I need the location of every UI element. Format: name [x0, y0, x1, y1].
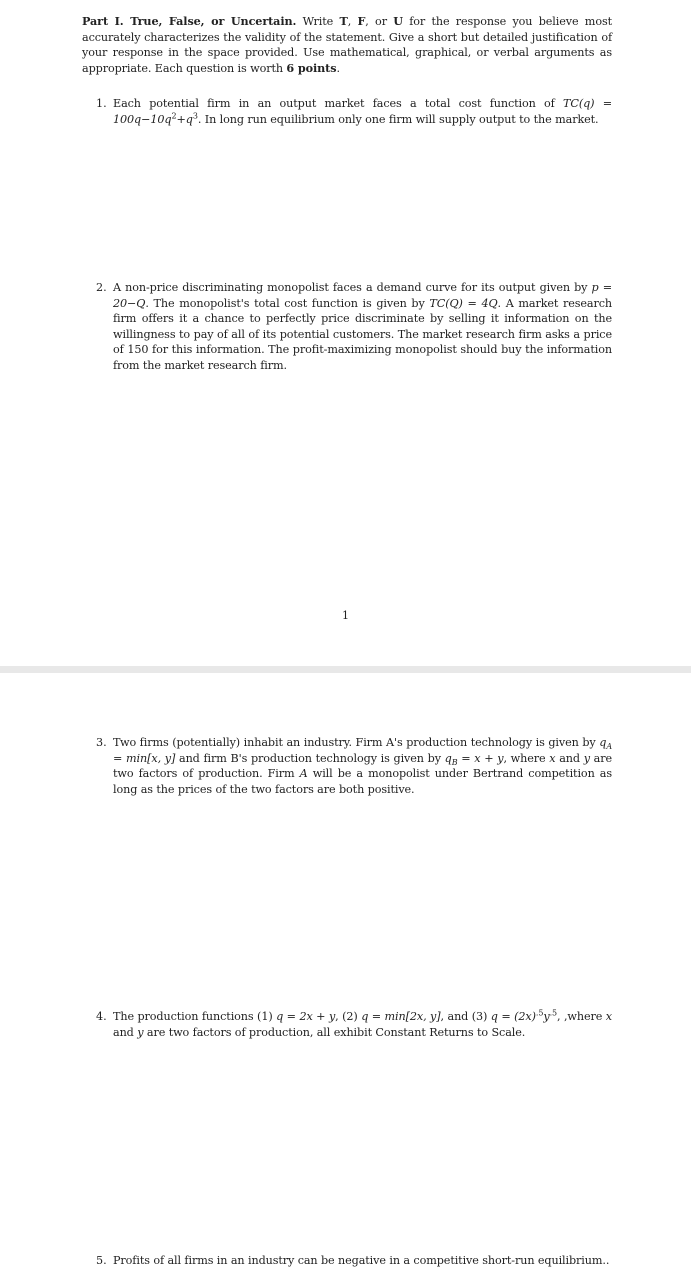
question-text: The production functions (1) q = 2x + y, (2) q = min[2x, y], and (3) $q = (2x)^{.5}y^{.5}$, ,where x and y are two factors of production, all exhibit Constant Returns to Scale. [113, 1008, 613, 1039]
page-number: 1 [342, 609, 349, 622]
question-number: 4. [96, 1010, 107, 1023]
points-value: 6 points [286, 60, 337, 75]
instructions: Part I. True, False, or Uncertain. Write T, F, or U for the response you believe most accurately characterizes the validity of the statement. Give a short but detailed justification of your response in the space provided. Use mathematical, graphical, or verbal arguments as appropriate. Each question is worth 6 points. [82, 14, 612, 75]
question-text: Profits of all firms in an industry can be negative in a competitive short-run equilibrium.. [113, 1254, 610, 1267]
question-text: Each potential firm in an output market faces a total cost function of $TC(q) = 100q-10q^2+q^3$. In long run equilibrium only one firm will supply output to the market. [113, 97, 612, 126]
question-number: 3. [96, 736, 107, 749]
question-text: Two firms (potentially) inhabit an industry. Firm A's production technology is given by $q_A = \min[x$, y] and firm B's production technology is given by $q_B = x + y$, where x and y are two factors of production. Firm A will be a monopolist under Bertrand competition as long as the prices of the two factors are both positive. [113, 736, 612, 796]
question-5 [96, 1253, 612, 1269]
question-2 [96, 280, 612, 374]
question-number: 5. [96, 1254, 107, 1267]
question-text: A non-price discriminating monopolist faces a demand curve for its output given by p = 20−Q. The monopolist's total cost function is given by TC(Q) = 4Q. A market research firm offers it a chance to perfectly price discriminate by selling it information on the willingness to pay of all of its potential customers. The market research firm asks a price of 150 for this information. The profit-maximizing monopolist should buy the information from the market research firm. [113, 281, 612, 372]
question-number: 2. [96, 281, 107, 294]
page-2 [0, 673, 691, 1280]
question-1 [96, 96, 612, 127]
question-4 [96, 1009, 612, 1040]
part-heading: Part I. True, False, or Uncertain. [82, 14, 297, 28]
question-3 [96, 735, 612, 797]
question-number: 1. [96, 97, 107, 110]
